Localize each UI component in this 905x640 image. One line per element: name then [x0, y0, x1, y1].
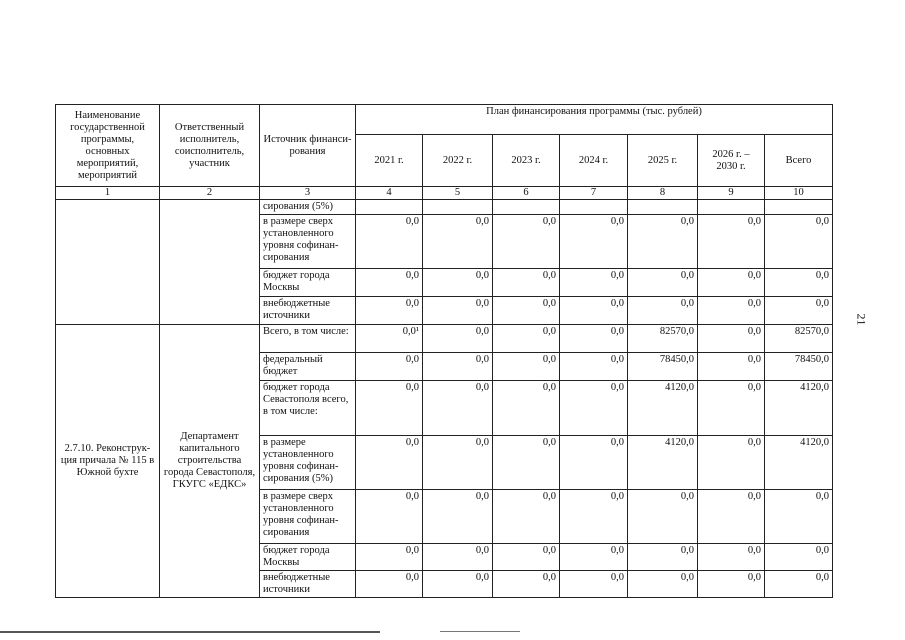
- block1-name-cell: [56, 200, 160, 325]
- source-cell: в размере сверх установленного уровня софинан-сирования: [260, 490, 356, 544]
- value-cell: 0,0: [493, 544, 560, 571]
- col-number: 6: [493, 187, 560, 200]
- col-number: 7: [560, 187, 628, 200]
- header-plan-title: План финансирования программы (тыс. рублей): [356, 105, 833, 135]
- source-cell: Всего, в том числе:: [260, 325, 356, 353]
- col-number: 5: [423, 187, 493, 200]
- value-cell: [423, 200, 493, 215]
- bottom-rule: [0, 631, 380, 633]
- value-cell: 0,0: [765, 215, 833, 269]
- value-cell: 0,0: [356, 381, 423, 436]
- bottom-rule: [440, 631, 520, 632]
- col-number: 8: [628, 187, 698, 200]
- value-cell: 0,0: [698, 353, 765, 381]
- source-cell: бюджет города Москвы: [260, 269, 356, 297]
- value-cell: 0,0: [356, 436, 423, 490]
- value-cell: 0,0: [493, 297, 560, 325]
- value-cell: 0,0: [698, 571, 765, 598]
- value-cell: 0,0: [560, 436, 628, 490]
- col-number: 4: [356, 187, 423, 200]
- value-cell: 0,0: [356, 490, 423, 544]
- col-number: 3: [260, 187, 356, 200]
- value-cell: 0,0: [765, 544, 833, 571]
- value-cell: 0,0: [698, 325, 765, 353]
- header-year-2026-2030: 2026 г. – 2030 г.: [698, 135, 765, 187]
- financing-table: [55, 104, 833, 598]
- value-cell: 0,0: [698, 381, 765, 436]
- value-cell: 0,0: [423, 490, 493, 544]
- value-cell: 0,0: [356, 215, 423, 269]
- value-cell: 0,0: [356, 571, 423, 598]
- source-cell: в размере установленного уровня софинан-сирования (5%): [260, 436, 356, 490]
- value-cell: 0,0: [698, 436, 765, 490]
- header-year-2025: 2025 г.: [628, 135, 698, 187]
- value-cell: 0,0: [356, 353, 423, 381]
- value-cell: 0,0: [560, 269, 628, 297]
- value-cell: 0,0: [423, 215, 493, 269]
- value-cell: 0,0: [560, 353, 628, 381]
- page-number: 21: [854, 313, 869, 326]
- table-row: [56, 325, 833, 353]
- value-cell: 0,0: [493, 381, 560, 436]
- value-cell: [493, 200, 560, 215]
- source-cell: внебюджетные источники: [260, 571, 356, 598]
- value-cell: 4120,0: [765, 381, 833, 436]
- header-name: Наименование государственной программы, основных мероприятий, мероприятий: [56, 105, 160, 187]
- header-year-2022: 2022 г.: [423, 135, 493, 187]
- value-cell: 0,0: [423, 353, 493, 381]
- value-cell: 4120,0: [765, 436, 833, 490]
- value-cell: 0,0: [698, 297, 765, 325]
- value-cell: 0,0: [560, 381, 628, 436]
- header-year-2024: 2024 г.: [560, 135, 628, 187]
- value-cell: 0,0: [698, 544, 765, 571]
- value-cell: 0,0: [560, 490, 628, 544]
- value-cell: 0,0: [493, 571, 560, 598]
- value-cell: 82570,0: [628, 325, 698, 353]
- source-cell: внебюджетные источники: [260, 297, 356, 325]
- col-number: 10: [765, 187, 833, 200]
- value-cell: 0,0: [423, 571, 493, 598]
- value-cell: 0,0: [560, 297, 628, 325]
- block1-responsible-cell: [160, 200, 260, 325]
- source-cell: бюджет города Москвы: [260, 544, 356, 571]
- header-responsible: Ответственный исполнитель, соисполнитель, участник: [160, 105, 260, 187]
- value-cell: 0,0: [423, 436, 493, 490]
- value-cell: 0,0: [493, 353, 560, 381]
- header-year-2021: 2021 г.: [356, 135, 423, 187]
- value-cell: 0,0: [493, 269, 560, 297]
- col-number: 1: [56, 187, 160, 200]
- value-cell: 0,0: [423, 269, 493, 297]
- header-total: Всего: [765, 135, 833, 187]
- value-cell: 0,0: [423, 325, 493, 353]
- value-cell: 0,0: [423, 381, 493, 436]
- value-cell: [560, 200, 628, 215]
- value-cell: 0,0: [698, 269, 765, 297]
- value-cell: 0,0: [423, 544, 493, 571]
- source-cell: бюджет города Севастополя всего, в том числе:: [260, 381, 356, 436]
- value-cell: [765, 200, 833, 215]
- value-cell: 0,0: [698, 490, 765, 544]
- value-cell: 0,0: [423, 297, 493, 325]
- value-cell: 4120,0: [628, 436, 698, 490]
- financing-table-container: [55, 104, 833, 598]
- activity-name: 2.7.10. Реконструк-ция причала № 115 в Южной бухте: [56, 325, 160, 598]
- value-cell: 78450,0: [765, 353, 833, 381]
- col-number: 2: [160, 187, 260, 200]
- source-cell: в размере сверх установленного уровня софинан-сирования: [260, 215, 356, 269]
- value-cell: 0,0: [560, 325, 628, 353]
- value-cell: [628, 200, 698, 215]
- value-cell: 0,0: [560, 544, 628, 571]
- value-cell: 0,0: [560, 571, 628, 598]
- value-cell: 0,0: [765, 269, 833, 297]
- value-cell: 0,0: [356, 544, 423, 571]
- source-cell: федеральный бюджет: [260, 353, 356, 381]
- responsible-executor: Департамент капитального строительства города Севастополя, ГКУГС «ЕДКС»: [160, 325, 260, 598]
- value-cell: 78450,0: [628, 353, 698, 381]
- value-cell: 0,0: [628, 269, 698, 297]
- value-cell: 0,0: [356, 269, 423, 297]
- value-cell: 0,0: [493, 490, 560, 544]
- value-cell: 0,0: [493, 325, 560, 353]
- value-cell: 0,0¹: [356, 325, 423, 353]
- value-cell: 0,0: [560, 215, 628, 269]
- header-year-2023: 2023 г.: [493, 135, 560, 187]
- value-cell: 0,0: [765, 297, 833, 325]
- header-source: Источник финанси-рования: [260, 105, 356, 187]
- value-cell: 0,0: [628, 544, 698, 571]
- col-number: 9: [698, 187, 765, 200]
- value-cell: 82570,0: [765, 325, 833, 353]
- value-cell: 0,0: [628, 215, 698, 269]
- value-cell: 0,0: [765, 490, 833, 544]
- table-row: [56, 200, 833, 215]
- value-cell: 0,0: [628, 297, 698, 325]
- value-cell: 0,0: [356, 297, 423, 325]
- value-cell: [698, 200, 765, 215]
- value-cell: 4120,0: [628, 381, 698, 436]
- value-cell: 0,0: [493, 215, 560, 269]
- source-cell: сирования (5%): [260, 200, 356, 215]
- value-cell: 0,0: [765, 571, 833, 598]
- value-cell: 0,0: [628, 571, 698, 598]
- value-cell: 0,0: [698, 215, 765, 269]
- value-cell: [356, 200, 423, 215]
- value-cell: 0,0: [493, 436, 560, 490]
- value-cell: 0,0: [628, 490, 698, 544]
